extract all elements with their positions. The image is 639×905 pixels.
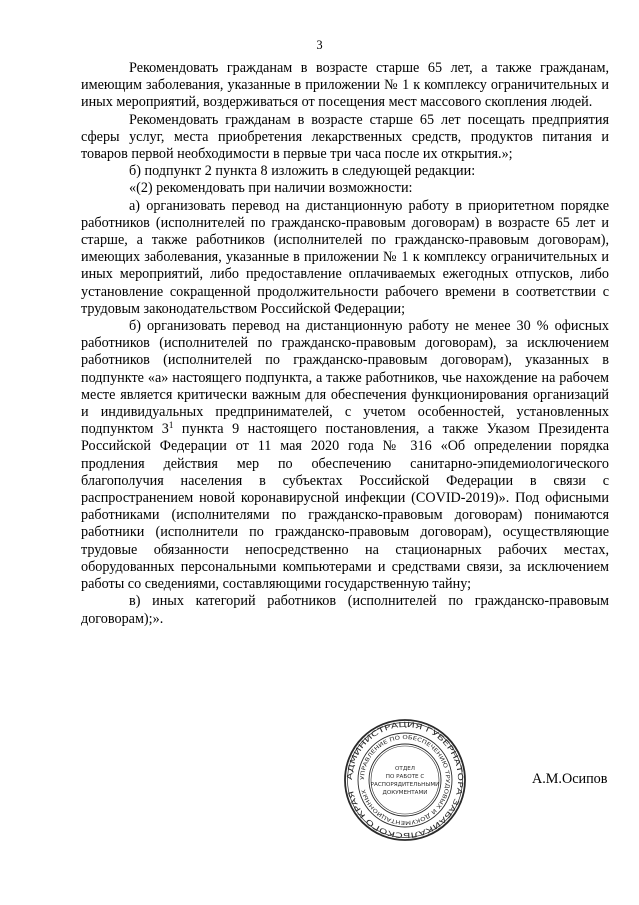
stamp-ring-5 xyxy=(371,746,439,814)
paragraph-elderly-gatherings: Рекомендовать гражданам в возрасте старше 65 лет, а также гражданам, имеющим заболевания, указанные в приложении № 1 к комплексу ограничительных и иных мероприятий, воздерживаться от посещения мест массового скопления людей. xyxy=(81,60,609,111)
paragraph-elderly-shopping-hours: Рекомендовать гражданам в возрасте старше 65 лет посещать предприятия сферы услуг, места приобретения лекарственных средств, продуктов питания и товаров первой необходимости в первые три часа после их открытия.»; xyxy=(81,111,609,163)
page-number: 3 xyxy=(316,38,323,52)
paragraph-amendment-intro: б) подпункт 2 пункта 8 изложить в следующей редакции: xyxy=(129,163,476,180)
stamp-center-line-2: ПО РАБОТЕ С xyxy=(385,774,425,780)
paragraph-item-c: в) иных категорий работников (исполнителей по гражданско-правовым договорам);». xyxy=(81,593,609,627)
stamp-center-line-3: РАСПОРЯДИТЕЛЬНЫМИ xyxy=(370,782,440,788)
document-body xyxy=(81,60,609,628)
stamp-inner-text: УПРАВЛЕНИЕ ПО ОБЕСПЕЧЕНИЮ ТРУДОВЫХ И ДОКУМЕНТАЦИОННЫХ xyxy=(359,734,451,826)
signature-name: А.М.Осипов xyxy=(532,771,608,787)
stamp-center-line-4: ДОКУМЕНТАМИ xyxy=(382,790,428,796)
item-b-text-start: б) организовать перевод на дистанционную работу не менее 30 % офисных работников (исполнителей по гражданско-правовым договорам), за исключением работников (исполнителей по гражданско-правовым договорам), указанных в подпункте «а» настоящего подпункта, а также работников, чье нахождение на рабочем месте является критически важным для обеспечения функционирования организаций и индивидуальных предпринимателей, с учетом особенностей, установленных подпунктом 3 xyxy=(81,318,609,438)
stamp-ring-4 xyxy=(369,744,441,816)
paragraph-item-b xyxy=(81,318,609,593)
item-b-text-end: пункта 9 настоящего постановления, а также Указом Президента Российской Федерации от 11 мая 2020 года № 316 «Об определении порядка продления действия мер по обеспечению санитарно-эпидемиологического благополучия населения в субъектах Российской Федерации в связи с распространением новой коронавирусной инфекции (COVID-2019)». Под офисными работниками (исполнителями по гражданско-правовым договорам) понимаются работники (исполнители по гражданско-правовым договорам), осуществляющие трудовые обязанности непосредственно на стационарных рабочих местах, оборудованных персональными компьютерами и средствами связи, за исключением работы со сведениями, составляющими государственную тайну; xyxy=(81,421,610,593)
official-stamp xyxy=(343,718,467,842)
stamp-outer-text: АДМИНИСТРАЦИЯ ГУБЕРНАТОРА ЗАБАЙКАЛЬСКОГО КРАЯ xyxy=(344,719,466,841)
stamp-ring-3 xyxy=(358,733,452,827)
superscript-1: 1 xyxy=(168,420,174,431)
stamp-center-line-1: ОТДЕЛ xyxy=(395,766,415,772)
paragraph-recommendation-heading: «(2) рекомендовать при наличии возможности: xyxy=(129,180,413,197)
paragraph-item-a: а) организовать перевод на дистанционную работу в приоритетном порядке работников (исполнителей по гражданско-правовым договорам) в возрасте 65 лет и старше, а также работников (исполнителей по гражданско-правовым договорам), имеющих заболевания, указанные в приложении № 1 к комплексу ограничительных и иных мероприятий, либо предоставление оплачиваемых ежегодных отпусков, либо установление сокращенной продолжительности рабочего времени в соответствии с трудовым законодательством Российской Федерации; xyxy=(81,197,609,317)
